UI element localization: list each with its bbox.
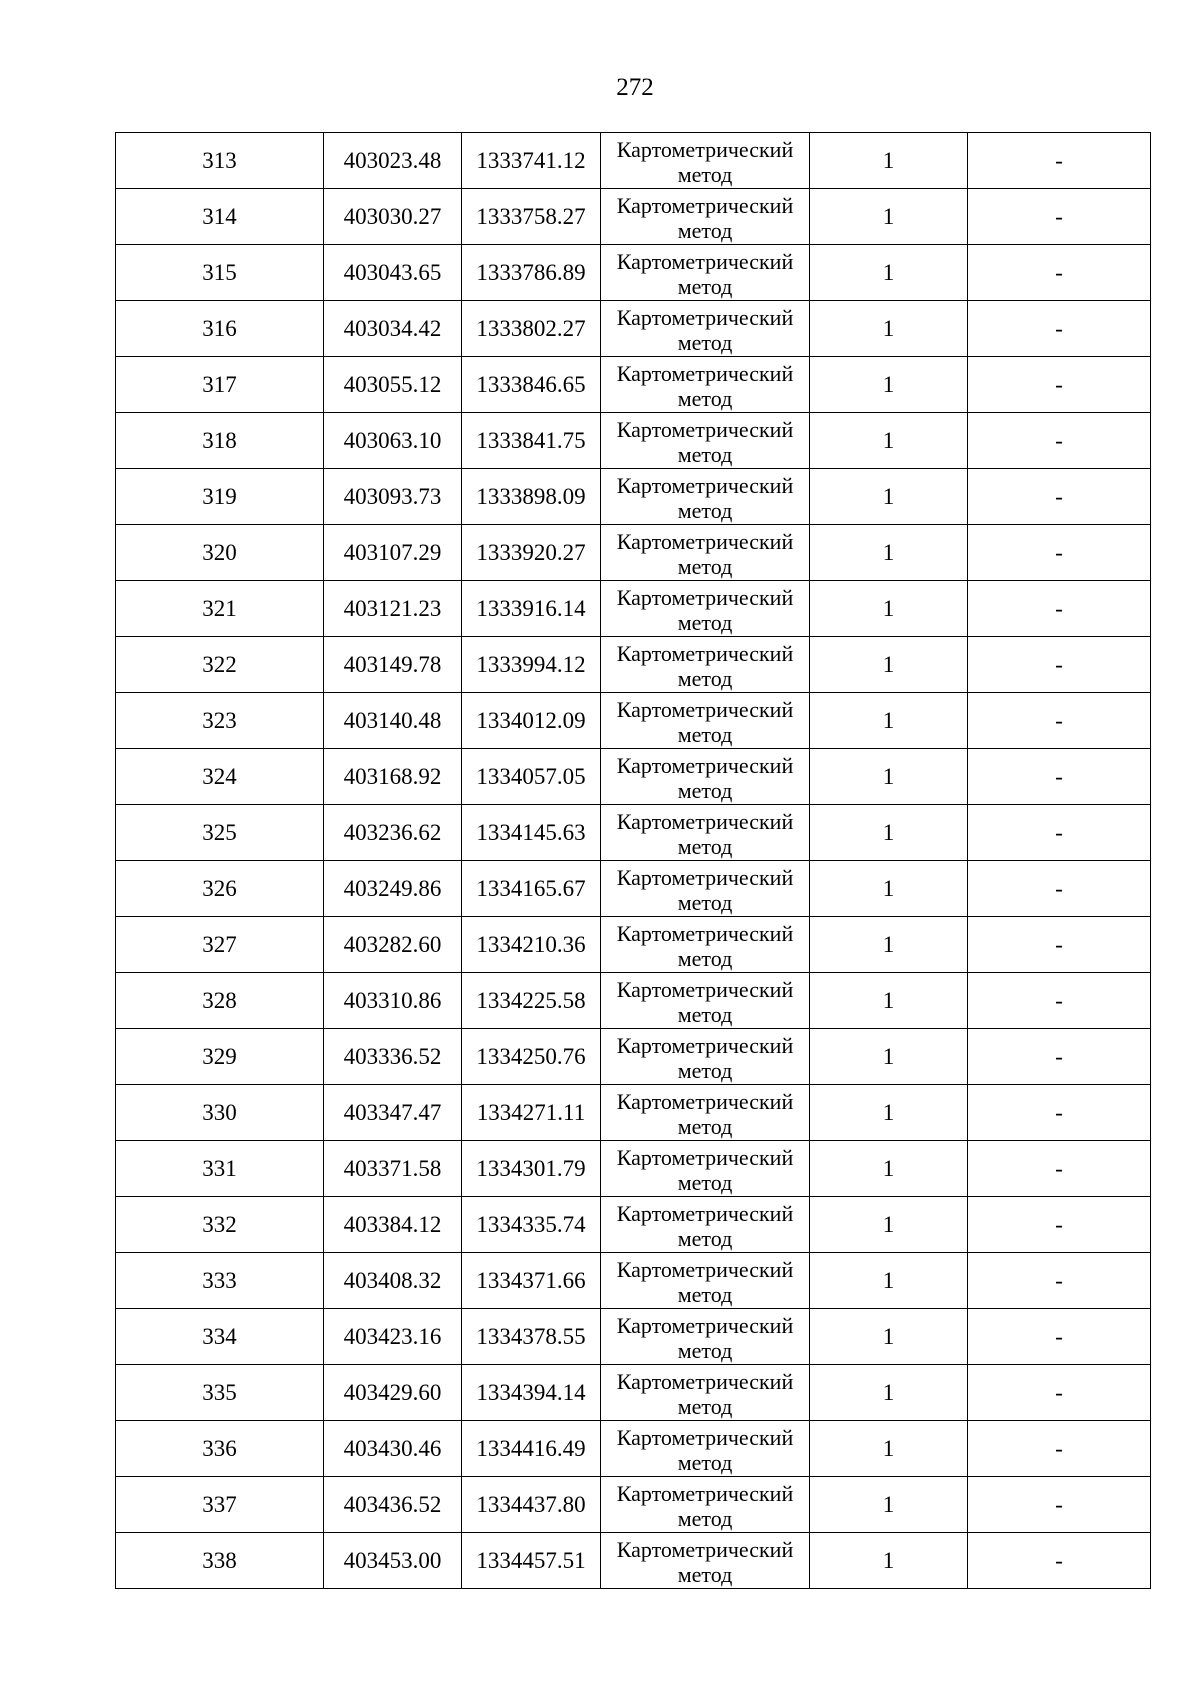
- point-number-cell: 320: [116, 525, 324, 581]
- x-coordinate-cell: 403055.12: [324, 357, 462, 413]
- value-cell: 1: [810, 133, 968, 189]
- table-row: [116, 133, 1151, 189]
- point-number-cell: 330: [116, 1085, 324, 1141]
- x-coordinate-cell: 403030.27: [324, 189, 462, 245]
- x-coordinate-cell: 403423.16: [324, 1309, 462, 1365]
- method-line-2: метод: [677, 1281, 733, 1307]
- method-cell: [601, 1421, 810, 1477]
- value-cell: 1: [810, 693, 968, 749]
- note-cell: -: [968, 525, 1151, 581]
- x-coordinate-cell: 403149.78: [324, 637, 462, 693]
- table-row: [116, 1253, 1151, 1309]
- method-line-1: Картометрический: [616, 1032, 794, 1058]
- method-line-2: метод: [677, 1113, 733, 1139]
- note-cell: -: [968, 1309, 1151, 1365]
- table-row: [116, 1085, 1151, 1141]
- method-cell: [601, 357, 810, 413]
- point-number-cell: 319: [116, 469, 324, 525]
- method-line-1: Картометрический: [616, 248, 794, 274]
- y-coordinate-cell: 1334457.51: [462, 1533, 601, 1589]
- point-number-cell: 314: [116, 189, 324, 245]
- method-line-1: Картометрический: [616, 1312, 794, 1338]
- method-line-2: метод: [677, 1561, 733, 1587]
- table-row: [116, 1365, 1151, 1421]
- method-line-2: метод: [677, 721, 733, 747]
- method-line-2: метод: [677, 329, 733, 355]
- note-cell: -: [968, 973, 1151, 1029]
- x-coordinate-cell: 403429.60: [324, 1365, 462, 1421]
- note-cell: -: [968, 1085, 1151, 1141]
- y-coordinate-cell: 1334271.11: [462, 1085, 601, 1141]
- value-cell: 1: [810, 189, 968, 245]
- y-coordinate-cell: 1334165.67: [462, 861, 601, 917]
- method-cell: [601, 861, 810, 917]
- method-cell: [601, 189, 810, 245]
- x-coordinate-cell: 403436.52: [324, 1477, 462, 1533]
- table-row: [116, 861, 1151, 917]
- y-coordinate-cell: 1333741.12: [462, 133, 601, 189]
- method-cell: [601, 693, 810, 749]
- method-line-1: Картометрический: [616, 1480, 794, 1506]
- method-line-2: метод: [677, 161, 733, 187]
- table-row: [116, 357, 1151, 413]
- y-coordinate-cell: 1334301.79: [462, 1141, 601, 1197]
- point-number-cell: 324: [116, 749, 324, 805]
- point-number-cell: 335: [116, 1365, 324, 1421]
- x-coordinate-cell: 403310.86: [324, 973, 462, 1029]
- x-coordinate-cell: 403453.00: [324, 1533, 462, 1589]
- method-line-1: Картометрический: [616, 640, 794, 666]
- point-number-cell: 321: [116, 581, 324, 637]
- value-cell: 1: [810, 1309, 968, 1365]
- table-row: [116, 1309, 1151, 1365]
- x-coordinate-cell: 403168.92: [324, 749, 462, 805]
- point-number-cell: 336: [116, 1421, 324, 1477]
- y-coordinate-cell: 1333758.27: [462, 189, 601, 245]
- table-row: [116, 1533, 1151, 1589]
- note-cell: -: [968, 917, 1151, 973]
- point-number-cell: 316: [116, 301, 324, 357]
- note-cell: -: [968, 133, 1151, 189]
- x-coordinate-cell: 403371.58: [324, 1141, 462, 1197]
- method-line-2: метод: [677, 1001, 733, 1027]
- y-coordinate-cell: 1333916.14: [462, 581, 601, 637]
- value-cell: 1: [810, 1029, 968, 1085]
- note-cell: -: [968, 245, 1151, 301]
- point-number-cell: 325: [116, 805, 324, 861]
- method-line-2: метод: [677, 1225, 733, 1251]
- y-coordinate-cell: 1334371.66: [462, 1253, 601, 1309]
- x-coordinate-cell: 403408.32: [324, 1253, 462, 1309]
- table-row: [116, 1029, 1151, 1085]
- point-number-cell: 313: [116, 133, 324, 189]
- x-coordinate-cell: 403347.47: [324, 1085, 462, 1141]
- method-line-2: метод: [677, 1337, 733, 1363]
- method-line-2: метод: [677, 1393, 733, 1419]
- method-line-1: Картометрический: [616, 808, 794, 834]
- y-coordinate-cell: 1334394.14: [462, 1365, 601, 1421]
- value-cell: 1: [810, 1421, 968, 1477]
- value-cell: 1: [810, 525, 968, 581]
- y-coordinate-cell: 1334416.49: [462, 1421, 601, 1477]
- table-row: [116, 637, 1151, 693]
- table-row: [116, 749, 1151, 805]
- table-row: [116, 805, 1151, 861]
- method-line-2: метод: [677, 889, 733, 915]
- y-coordinate-cell: 1333841.75: [462, 413, 601, 469]
- method-cell: [601, 1141, 810, 1197]
- method-line-1: Картометрический: [616, 1088, 794, 1114]
- method-line-1: Картометрический: [616, 472, 794, 498]
- point-number-cell: 315: [116, 245, 324, 301]
- note-cell: -: [968, 189, 1151, 245]
- method-cell: [601, 805, 810, 861]
- method-cell: [601, 1365, 810, 1421]
- table-row: [116, 1141, 1151, 1197]
- method-line-1: Картометрический: [616, 304, 794, 330]
- page-number: 272: [616, 74, 654, 101]
- note-cell: -: [968, 637, 1151, 693]
- method-line-1: Картометрический: [616, 360, 794, 386]
- x-coordinate-cell: 403093.73: [324, 469, 462, 525]
- point-number-cell: 338: [116, 1533, 324, 1589]
- value-cell: 1: [810, 1477, 968, 1533]
- table-row: [116, 469, 1151, 525]
- y-coordinate-cell: 1334250.76: [462, 1029, 601, 1085]
- y-coordinate-cell: 1333802.27: [462, 301, 601, 357]
- y-coordinate-cell: 1334210.36: [462, 917, 601, 973]
- value-cell: 1: [810, 1085, 968, 1141]
- method-line-1: Картометрический: [616, 136, 794, 162]
- note-cell: -: [968, 1533, 1151, 1589]
- note-cell: -: [968, 1253, 1151, 1309]
- y-coordinate-cell: 1333786.89: [462, 245, 601, 301]
- value-cell: 1: [810, 581, 968, 637]
- method-cell: [601, 637, 810, 693]
- point-number-cell: 318: [116, 413, 324, 469]
- note-cell: -: [968, 301, 1151, 357]
- value-cell: 1: [810, 1365, 968, 1421]
- note-cell: -: [968, 1141, 1151, 1197]
- y-coordinate-cell: 1333846.65: [462, 357, 601, 413]
- method-line-2: метод: [677, 609, 733, 635]
- table-row: [116, 245, 1151, 301]
- coordinates-table: [115, 132, 1151, 1589]
- method-cell: [601, 1085, 810, 1141]
- x-coordinate-cell: 403140.48: [324, 693, 462, 749]
- value-cell: 1: [810, 861, 968, 917]
- method-line-1: Картометрический: [616, 192, 794, 218]
- note-cell: -: [968, 1365, 1151, 1421]
- method-line-1: Картометрический: [616, 1256, 794, 1282]
- method-line-2: метод: [677, 1169, 733, 1195]
- point-number-cell: 322: [116, 637, 324, 693]
- method-line-2: метод: [677, 217, 733, 243]
- note-cell: -: [968, 1421, 1151, 1477]
- method-cell: [601, 1253, 810, 1309]
- point-number-cell: 327: [116, 917, 324, 973]
- y-coordinate-cell: 1334145.63: [462, 805, 601, 861]
- x-coordinate-cell: 403023.48: [324, 133, 462, 189]
- method-line-1: Картометрический: [616, 584, 794, 610]
- value-cell: 1: [810, 245, 968, 301]
- method-line-2: метод: [677, 833, 733, 859]
- point-number-cell: 337: [116, 1477, 324, 1533]
- y-coordinate-cell: 1333898.09: [462, 469, 601, 525]
- value-cell: 1: [810, 357, 968, 413]
- method-cell: [601, 525, 810, 581]
- table-row: [116, 525, 1151, 581]
- method-line-2: метод: [677, 497, 733, 523]
- method-cell: [601, 413, 810, 469]
- method-line-2: метод: [677, 945, 733, 971]
- y-coordinate-cell: 1334012.09: [462, 693, 601, 749]
- x-coordinate-cell: 403121.23: [324, 581, 462, 637]
- x-coordinate-cell: 403384.12: [324, 1197, 462, 1253]
- y-coordinate-cell: 1334057.05: [462, 749, 601, 805]
- table-row: [116, 581, 1151, 637]
- method-line-2: метод: [677, 1449, 733, 1475]
- value-cell: 1: [810, 917, 968, 973]
- note-cell: -: [968, 1197, 1151, 1253]
- method-line-1: Картометрический: [616, 1536, 794, 1562]
- table-row: [116, 1197, 1151, 1253]
- method-line-2: метод: [677, 441, 733, 467]
- note-cell: -: [968, 1477, 1151, 1533]
- value-cell: 1: [810, 1141, 968, 1197]
- method-cell: [601, 469, 810, 525]
- x-coordinate-cell: 403282.60: [324, 917, 462, 973]
- method-line-1: Картометрический: [616, 1368, 794, 1394]
- method-cell: [601, 1533, 810, 1589]
- method-line-1: Картометрический: [616, 1144, 794, 1170]
- point-number-cell: 333: [116, 1253, 324, 1309]
- method-line-2: метод: [677, 553, 733, 579]
- method-line-1: Картометрический: [616, 416, 794, 442]
- point-number-cell: 334: [116, 1309, 324, 1365]
- point-number-cell: 332: [116, 1197, 324, 1253]
- method-cell: [601, 133, 810, 189]
- method-line-1: Картометрический: [616, 528, 794, 554]
- table-row: [116, 1477, 1151, 1533]
- note-cell: -: [968, 1029, 1151, 1085]
- table-row: [116, 189, 1151, 245]
- point-number-cell: 326: [116, 861, 324, 917]
- method-line-2: метод: [677, 777, 733, 803]
- x-coordinate-cell: 403430.46: [324, 1421, 462, 1477]
- note-cell: -: [968, 861, 1151, 917]
- method-line-1: Картометрический: [616, 864, 794, 890]
- note-cell: -: [968, 693, 1151, 749]
- method-line-1: Картометрический: [616, 1424, 794, 1450]
- method-line-2: метод: [677, 1505, 733, 1531]
- x-coordinate-cell: 403034.42: [324, 301, 462, 357]
- method-line-2: метод: [677, 1057, 733, 1083]
- table-row: [116, 413, 1151, 469]
- note-cell: -: [968, 805, 1151, 861]
- method-cell: [601, 1477, 810, 1533]
- point-number-cell: 329: [116, 1029, 324, 1085]
- value-cell: 1: [810, 805, 968, 861]
- value-cell: 1: [810, 413, 968, 469]
- method-cell: [601, 749, 810, 805]
- method-line-1: Картометрический: [616, 752, 794, 778]
- note-cell: -: [968, 581, 1151, 637]
- value-cell: 1: [810, 973, 968, 1029]
- method-cell: [601, 973, 810, 1029]
- method-line-1: Картометрический: [616, 976, 794, 1002]
- coordinates-table-body: [116, 133, 1151, 1589]
- method-cell: [601, 581, 810, 637]
- table-row: [116, 1421, 1151, 1477]
- y-coordinate-cell: 1334335.74: [462, 1197, 601, 1253]
- table-row: [116, 973, 1151, 1029]
- y-coordinate-cell: 1334225.58: [462, 973, 601, 1029]
- method-cell: [601, 1197, 810, 1253]
- table-row: [116, 917, 1151, 973]
- method-cell: [601, 1029, 810, 1085]
- point-number-cell: 331: [116, 1141, 324, 1197]
- method-line-1: Картометрический: [616, 1200, 794, 1226]
- method-cell: [601, 917, 810, 973]
- x-coordinate-cell: 403236.62: [324, 805, 462, 861]
- value-cell: 1: [810, 301, 968, 357]
- y-coordinate-cell: 1333994.12: [462, 637, 601, 693]
- method-line-1: Картометрический: [616, 920, 794, 946]
- value-cell: 1: [810, 1253, 968, 1309]
- method-cell: [601, 245, 810, 301]
- x-coordinate-cell: 403336.52: [324, 1029, 462, 1085]
- value-cell: 1: [810, 469, 968, 525]
- point-number-cell: 317: [116, 357, 324, 413]
- y-coordinate-cell: 1334437.80: [462, 1477, 601, 1533]
- note-cell: -: [968, 413, 1151, 469]
- x-coordinate-cell: 403043.65: [324, 245, 462, 301]
- method-cell: [601, 301, 810, 357]
- x-coordinate-cell: 403249.86: [324, 861, 462, 917]
- y-coordinate-cell: 1333920.27: [462, 525, 601, 581]
- x-coordinate-cell: 403063.10: [324, 413, 462, 469]
- x-coordinate-cell: 403107.29: [324, 525, 462, 581]
- value-cell: 1: [810, 1197, 968, 1253]
- table-row: [116, 693, 1151, 749]
- note-cell: -: [968, 749, 1151, 805]
- method-line-1: Картометрический: [616, 696, 794, 722]
- method-line-2: метод: [677, 273, 733, 299]
- value-cell: 1: [810, 637, 968, 693]
- note-cell: -: [968, 357, 1151, 413]
- point-number-cell: 328: [116, 973, 324, 1029]
- y-coordinate-cell: 1334378.55: [462, 1309, 601, 1365]
- method-cell: [601, 1309, 810, 1365]
- value-cell: 1: [810, 1533, 968, 1589]
- point-number-cell: 323: [116, 693, 324, 749]
- method-line-2: метод: [677, 385, 733, 411]
- table-row: [116, 301, 1151, 357]
- note-cell: -: [968, 469, 1151, 525]
- value-cell: 1: [810, 749, 968, 805]
- method-line-2: метод: [677, 665, 733, 691]
